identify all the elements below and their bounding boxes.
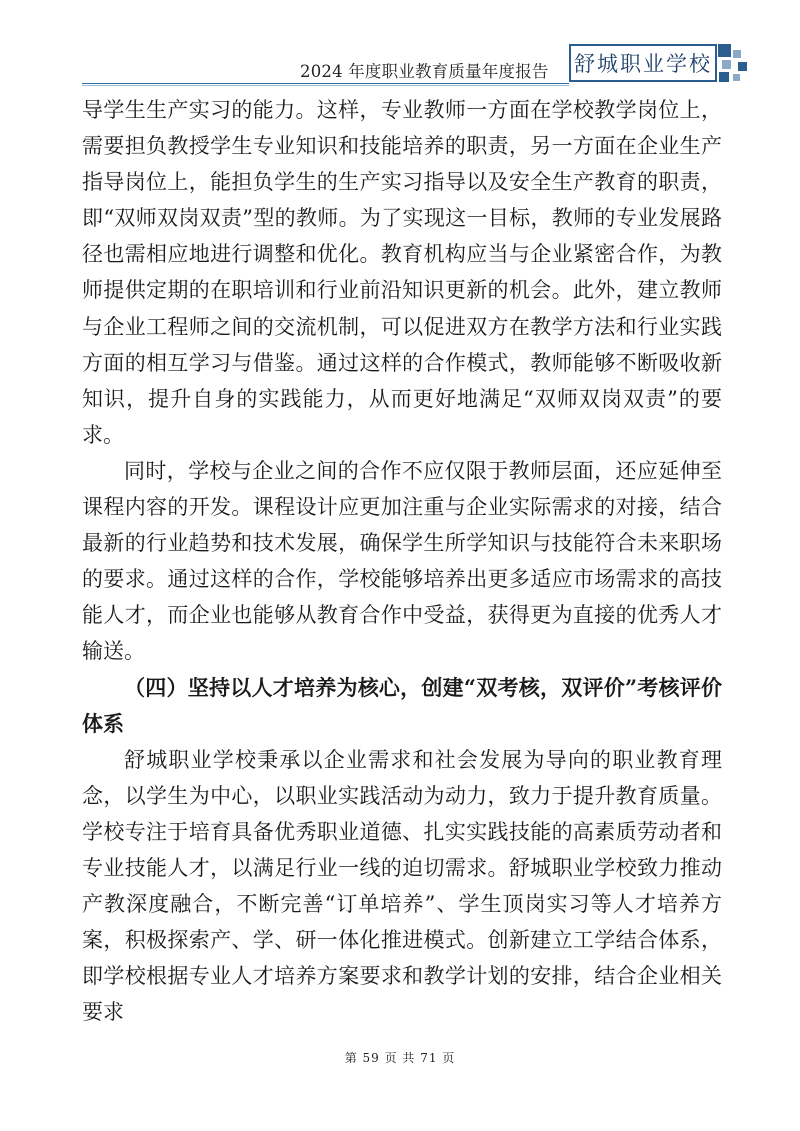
decor-square: [718, 44, 731, 57]
paragraph: 导学生生产实习的能力。这样，专业教师一方面在学校教学岗位上，需要担负教授学生专业知识和技能培养的职责，另一方面在企业生产指导岗位上，能担负学生的生产实习指导以及安全生产教育的职责，即“双师双岗双责”型的教师。为了实现这一目标，教师的专业发展路径也需相应地进行调整和优化。教育机构应当与企业紧密合作，为教师提供定期的在职培训和行业前沿知识更新的机会。此外，建立教师与企业工程师之间的交流机制，可以促进双方在教学方法和行业实践方面的相互学习与借鉴。通过这样的合作模式，教师能够不断吸收新知识，提升自身的实践能力，从而更好地满足“双师双岗双责”的要求。: [82, 98, 722, 447]
header-divider: [82, 83, 569, 84]
report-title: 2024 年度职业教育质量年度报告: [300, 62, 549, 81]
decor-square: [722, 60, 731, 69]
decor-square: [719, 72, 729, 82]
decor-square: [738, 62, 747, 71]
decor-square: [733, 50, 741, 58]
paragraph: 舒城职业学校秉承以企业需求和社会发展为导向的职业教育理念，以学生为中心，以职业实践活动为动力，致力于提升教育质量。学校专注于培育具备优秀职业道德、扎实实践技能的高素质劳动者和专业技能人才，以满足行业一线的迫切需求。舒城职业学校致力推动产教深度融合，不断完善“订单培养”、学生顶岗实习等人才培养方案，积极探索产、学、研一体化推进模式。创新建立工学结合体系，即学校根据专业人才培养方案要求和教学计划的安排，结合企业相关要求: [82, 747, 722, 1025]
school-name-badge: 舒城职业学校: [569, 44, 717, 82]
page-number: 第 59 页 共 71 页: [344, 1051, 456, 1065]
paragraph: 同时，学校与企业之间的合作不应仅限于教师层面，还应延伸至课程内容的开发。课程设计应更加注重与企业实际需求的对接，结合最新的行业趋势和技术发展，确保学生所学知识与技能符合未来职场的要求。通过这样的合作，学校能够培养出更多适应市场需求的高技能人才，而企业也能够从教育合作中受益，获得更为直接的优秀人才输送。: [82, 458, 722, 664]
header-divider-secondary: [82, 85, 569, 86]
decor-square: [733, 74, 740, 81]
document-body: [82, 92, 722, 1030]
section-heading: （四）坚持以人才培养为核心，创建“双考核，双评价”考核评价体系: [82, 674, 722, 736]
